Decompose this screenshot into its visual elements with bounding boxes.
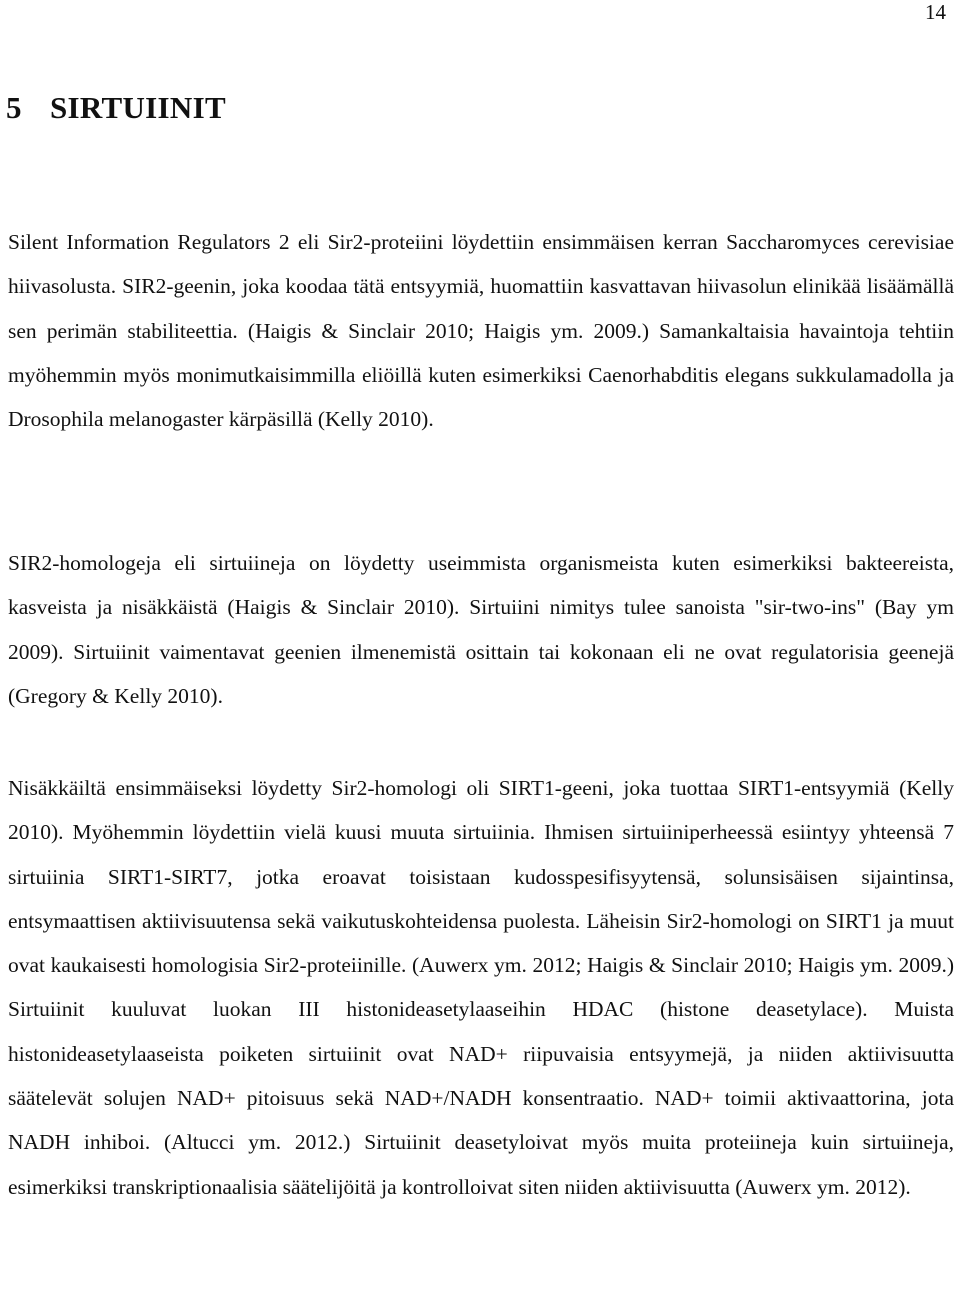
paragraph-sirtuin-homologs: SIR2-homologeja eli sirtuiineja on löydetty useimmista organismeista kuten esimerkiksi bakteereista, kasveista ja nisäkkäistä (Haigis & Sinclair 2010). Sirtuiini nimitys tulee sanoista "sir-two-ins" (Bay ym 2009). Sirtuiinit vaimentavat geenien ilmenemistä osittain tai kokonaan eli ne ovat regulatorisia geenejä (Gregory & Kelly 2010). — [8, 551, 954, 708]
chapter-number: 5 — [6, 90, 22, 125]
paragraph-mammalian-sirtuins: Nisäkkäiltä ensimmäiseksi löydetty Sir2-homologi oli SIRT1-geeni, joka tuottaa SIRT1-entsyymiä (Kelly 2010). Myöhemmin löydettiin vielä kuusi muuta sirtuiinia. Ihmisen sirtuiiniperheessä esiintyy yhteensä 7 sirtuiinia SIRT1-SIRT7, jotka eroavat toisistaan kudosspesifisyytensä, solunsisäisen sijaintinsa, entsymaattisen aktiivisuutensa sekä vaikutuskohteidensa puolesta. Läheisin Sir2-homologi on SIRT1 ja muut ovat kaukaisesti homologisia Sir2-proteiinille. (Auwerx ym. 2012; Haigis & Sinclair 2010; Haigis ym. 2009.) Sirtuiinit kuuluvat luokan III histonideasetylaaseihin HDAC (histone deasetylace). Muista histonideasetylaaseista poiketen sirtuiinit ovat NAD+ riipuvaisia entsyymejä, ja niiden aktiivisuutta säätelevät solujen NAD+ pitoisuus sekä NAD+/NADH konsentraatio. NAD+ toimii aktivaattorina, jota NADH inhiboi. (Altucci ym. 2012.) Sirtuiinit deasetyloivat myös muita proteiineja kuin sirtuiineja, esimerkiksi transkriptionaalisia säätelijöitä ja kontrolloivat siten niiden aktiivisuutta (Auwerx ym. 2012). — [8, 776, 954, 1199]
chapter-title: SIRTUIINIT — [50, 90, 226, 125]
chapter-heading — [6, 88, 226, 128]
page-number: 14 — [925, 0, 946, 24]
paragraph-sir2-discovery: Silent Information Regulators 2 eli Sir2-proteiini löydettiin ensimmäisen kerran Saccharomyces cerevisiae hiivasolusta. SIR2-geenin, joka koodaa tätä entsyymiä, huomattiin kasvattavan hiivasolun elinikää lisäämällä sen perimän stabiliteettia. (Haigis & Sinclair 2010; Haigis ym. 2009.) Samankaltaisia havaintoja tehtiin myöhemmin myös monimutkaisimmilla eliöillä kuten esimerkiksi Caenorhabditis elegans sukkulamadolla ja Drosophila melanogaster kärpäsillä (Kelly 2010). — [8, 230, 954, 432]
